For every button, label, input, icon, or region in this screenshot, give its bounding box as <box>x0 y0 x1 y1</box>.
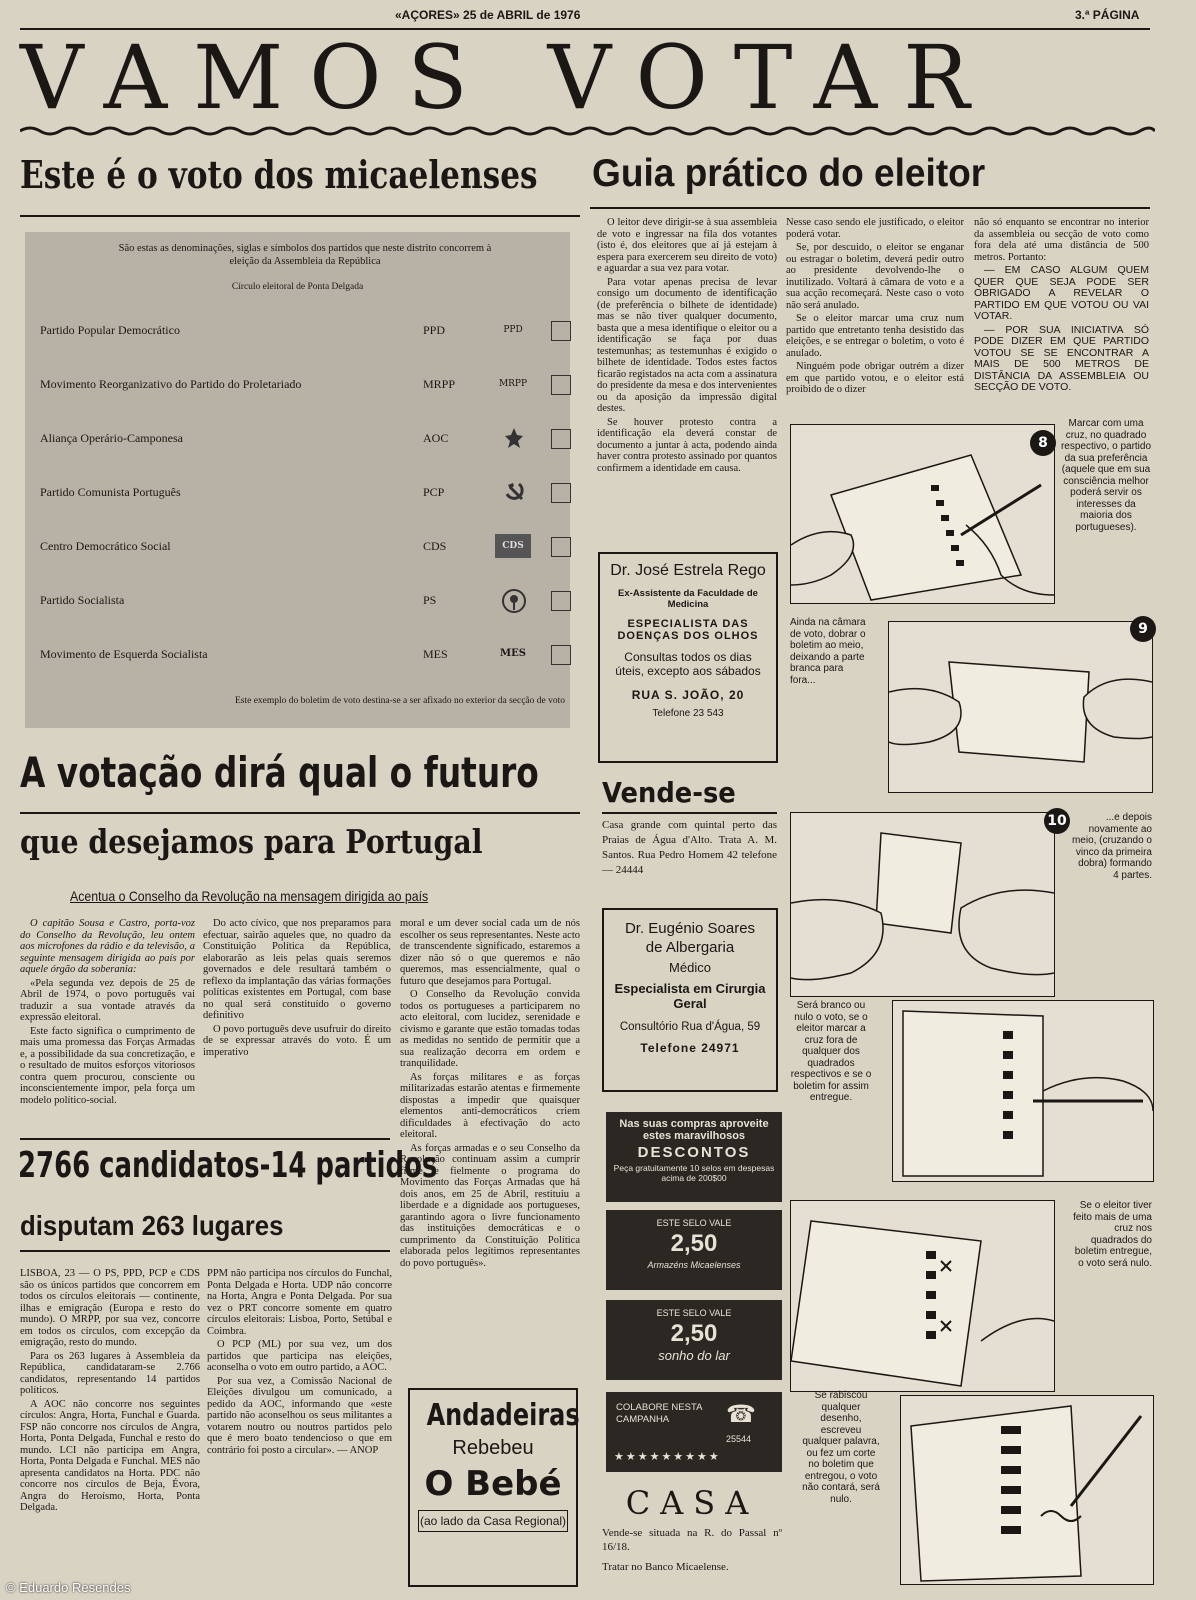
party-row <box>25 318 570 344</box>
paragraph: O povo português deve usufruir do direito de se expressar através do voto. É um imperativo <box>203 1023 391 1058</box>
paragraph: não só enquanto se encontrar no interior da assembleia ou secção de voto como fora dela até uma distância de 500 metros. Portanto: <box>974 217 1149 263</box>
candidatos-col2 <box>207 1268 392 1593</box>
step-8-caption: Marcar com uma cruz, no quadrado respectivo, o partido da sua preferência (aquele que em sua consciência melhor poderá servir os interesses da maioria dos portugueses). <box>1060 418 1152 533</box>
eugenio-phone: Telefone 24971 <box>640 1041 740 1055</box>
guia-headline: Guia prático do eleitor <box>592 152 986 195</box>
party-vote-box <box>551 429 571 449</box>
party-name: Aliança Operário-Camponesa <box>40 431 183 445</box>
party-abbr: PCP <box>423 485 445 499</box>
paragraph: LISBOA, 23 — O PS, PPD, PCP e CDS são os únicos partidos que concorrem em todos os círculos eleitorais — continente, ilhas e emigração (Europa e resto do mundo). O MRPP, por sua vez, concorre em todos os círculos, com excepção da emigração, resto do mundo. <box>20 1268 200 1348</box>
paragraph: Nesse caso sendo ele justificado, o eleitor poderá votar. <box>786 217 964 240</box>
guia-rule <box>590 207 1150 209</box>
double-marked-ballot-icon <box>791 1201 1054 1391</box>
party-vote-box <box>551 321 571 341</box>
estrela-address: RUA S. JOÃO, 20 <box>631 688 745 702</box>
andadeiras-line2: Rebebeu <box>452 1437 534 1459</box>
void-mark-illustration <box>892 1000 1154 1182</box>
party-abbr: MRPP <box>423 377 456 391</box>
party-vote-box <box>551 375 571 395</box>
candidatos-rule <box>20 1250 390 1252</box>
vende-text: Casa grande com quintal perto das Praias de Água d'Alto. Trata A. M. Santos. Rua Pedro Homem 42 telefone — 24444 <box>602 819 777 876</box>
votacao-subheadline: que desejamos para Portugal <box>20 822 483 861</box>
estrela-specialty: ESPECIALISTA DAS DOENÇAS DOS OLHOS <box>617 618 759 642</box>
party-name: Centro Democrático Social <box>40 539 171 553</box>
void-mark-caption: Será branco ou nulo o voto, se o eleitor marcar a cruz fora de qualquer dos quadrados respectivos e se o boletim for assim entregue. <box>790 1000 872 1103</box>
party-name: Movimento de Esquerda Socialista <box>40 647 208 661</box>
phone-icon: ☎ <box>726 1401 756 1428</box>
paragraph: O PCP (ML) por sua vez, um dos partidos que participa nas eleições, aconselha o voto em outro partido, a AOC. <box>207 1339 392 1373</box>
vende-rule <box>602 812 777 814</box>
descontos-line1: Nas suas compras aproveite estes maravilhosos <box>619 1118 769 1142</box>
dateline: «AÇORES» 25 de ABRIL de 1976 <box>395 8 581 22</box>
pcp-hammer-sickle-icon <box>503 480 527 504</box>
candidatos-subheadline: disputam 263 lugares <box>20 1210 284 1241</box>
candidatos-headline: 2766 candidatos-14 partidos <box>18 1145 438 1186</box>
paragraph: Para os 263 lugares à Assembleia da República, candidataram-se 2.766 candidatos, representando 14 partidos políticos. <box>20 1350 200 1396</box>
paragraph: O capitão Sousa e Castro, porta-voz do Conselho da Revolução, leu ontem aos microfones da rádio e da televisão, a seguinte mensagem dirigida ao país por aquele órgão da soberania: <box>20 918 195 975</box>
paragraph: Do acto cívico, que nos preparamos para efectuar, sairão aqueles que, no quadro da Constituição Política da República, elaborarão as leis pelas quais seremos governados e dele resultará também o reflexo da implantação das várias formações políticas existentes em Portugal, com base no qual será constituído o governo definitivo <box>203 918 391 1021</box>
ballot-headline: Este é o voto dos micaelenses <box>20 152 538 197</box>
paragraph: O leitor deve dirigir-se à sua assembleia de voto e ingressar na fila dos votantes (isto é, dos eleitores que aí já estejam à espera para exercerem seu direito de voto) e aguardar a sua vez para votar. <box>597 217 777 274</box>
eugenio-specialty: Especialista em Cirurgia Geral <box>614 981 766 1011</box>
step-10-badge: 10 <box>1044 808 1070 834</box>
party-row <box>25 534 570 560</box>
descontos-ad <box>606 1112 782 1202</box>
scribbled-ballot-icon <box>901 1396 1153 1584</box>
campanha-ad <box>606 1392 782 1472</box>
guia-col1 <box>597 217 777 547</box>
paragraph: As forças armadas e o seu Conselho da Revolução continuam assim a cumprir firme e fielmente o programa do Movimento das Forças Armadas que há dois anos, em 25 de Abril, restituiu a liberdade e a dignidade aos portugueses, garantindo agora o livre funcionamento das instituições democráticas e o cumprimento da Constituição Política elaborada pelos legítimos representantes do povo português». <box>400 1142 580 1269</box>
party-row <box>25 480 570 506</box>
step-9-illustration <box>888 621 1153 793</box>
party-name: Movimento Reorganizativo do Partido do Proletariado <box>40 377 302 391</box>
step-9-caption: Ainda na câmara de voto, dobrar o boletim ao meio, deixando a parte branca para fora... <box>790 617 866 686</box>
party-vote-box <box>551 645 571 665</box>
selo1-value: 2,50 <box>670 1230 718 1257</box>
campanha-text: COLABORE NESTA CAMPANHA <box>616 1402 702 1425</box>
casa-title: CASA <box>625 1484 759 1522</box>
estrela-credential: Ex-Assistente da Faculdade de Medicina <box>618 588 758 610</box>
ballot-intro: São estas as denominações, siglas e símbolos dos partidos que neste distrito concorrem à eleição da Assembleia da República <box>118 243 492 267</box>
paragraph: Se, por descuido, o eleitor se enganar ou estragar o boletim, deverá pedir outro ao presidente devolvendo-lhe o inutilizado. Voltará à câmara de voto e a sua acção recomeçará. Neste caso o voto não será anulado. <box>786 242 964 311</box>
party-row <box>25 426 570 452</box>
selo-armazens-ad <box>606 1210 782 1290</box>
eugenio-ad <box>602 908 778 1092</box>
step-8-illustration <box>790 424 1055 604</box>
campanha-stars: ★★★★★★★★★ <box>614 1451 721 1463</box>
selo-sonho-ad <box>606 1300 782 1380</box>
selo2-value: 2,50 <box>670 1320 718 1347</box>
scribble-caption: Se rabiscou qualquer desenho, escreveu qualquer palavra, ou fez um corte no boletim que entregou, o voto não contará, será nulo. <box>802 1390 880 1505</box>
paragraph: «Pela segunda vez depois de 25 de Abril de 1974, o povo português vai traduzir a sua vontade através da expressão eleitoral. <box>20 977 195 1023</box>
mes-symbol-icon: MES <box>500 648 526 659</box>
party-abbr: CDS <box>423 539 447 553</box>
step-10-caption: ...e depois novamente ao meio, (cruzando o vinco da primeira dobra) formando 4 partes. <box>1071 812 1152 881</box>
estrela-name: Dr. José Estrela Rego <box>610 562 766 579</box>
page-number: 3.ª PÁGINA <box>1075 8 1140 22</box>
double-mark-illustration <box>790 1200 1055 1392</box>
party-abbr: PPD <box>423 323 446 337</box>
ballot-circle: Círculo eleitoral de Ponta Delgada <box>231 282 364 292</box>
votacao-col3 <box>400 918 580 1368</box>
paragraph: As forças militares e as forças militarizadas estarão atentas e firmemente dispostas a impedir que quaisquer elementos anti-democráticos criem dificuldades à efectivação do acto eleitoral. <box>400 1071 580 1140</box>
eugenio-name2: de Albergaria <box>645 939 735 956</box>
votacao-col2 <box>203 918 391 1126</box>
votacao-kicker: Acentua o Conselho da Revolução na mensagem dirigida ao país <box>70 888 429 904</box>
party-row <box>25 372 570 398</box>
photo-credit: © Eduardo Resendes <box>6 1580 131 1595</box>
candidatos-col1 <box>20 1268 200 1593</box>
folding-ballot-icon <box>889 622 1152 792</box>
paragraph: PPM não participa nos círculos do Funchal, Ponta Delgada e Horta. UDP não concorre na Horta, Angra e Ponta Delgada. Por sua vez o PRT concorre somente em quatro círculos eleitorais: Lisboa, Porto, Setúbal e Coimbra. <box>207 1268 392 1337</box>
descontos-line3: Peça gratuitamente 10 selos em despesas acima de 200$00 <box>613 1163 775 1183</box>
party-abbr: PS <box>423 593 437 607</box>
party-name: Partido Popular Democrático <box>40 323 180 337</box>
paragraph: Se houver protesto contra a identificação ela deverá constar de documento a juntar à acta, podendo ainda haver contra protesto assinado por quantos confirmem a identidade em causa. <box>597 416 777 474</box>
estrela-rego-ad <box>598 552 778 763</box>
scribble-illustration <box>900 1395 1154 1585</box>
selo1-line1: ESTE SELO VALE <box>656 1218 732 1228</box>
party-name: Partido Comunista Português <box>40 485 181 499</box>
masthead-wave-rule <box>20 124 1155 138</box>
party-vote-box <box>551 537 571 557</box>
party-vote-box <box>551 483 571 503</box>
marking-ballot-icon <box>791 425 1054 603</box>
guia-col2 <box>786 217 964 417</box>
eugenio-name1: Dr. Eugénio Soares <box>624 920 756 937</box>
paragraph: Ninguém pode obrigar outrém a dizer em que partido votou, e o eleitor está proibido de o dizer <box>786 361 964 395</box>
paragraph: — POR SUA INICIATIVA SÓ PODE DIZER EM QUE PARTIDO VOTOU SE SE ENCONTRAR A MAIS DE 500 METROS DE DISTÂNCIA DA ASSEMBLEIA OU SECÇÃO DE VOTO. <box>974 323 1149 393</box>
ps-fist-rose-icon <box>501 588 527 614</box>
ppd-symbol-icon: PPD <box>503 325 523 335</box>
step-10-illustration <box>790 812 1055 997</box>
selo1-store: Armazéns Micaelenses <box>647 1260 741 1270</box>
selo2-line1: ESTE SELO VALE <box>656 1308 732 1318</box>
estrela-hours: Consultas todos os dias úteis, excepto aos sábados <box>615 650 761 678</box>
party-row <box>25 642 570 668</box>
campanha-phone: 25544 <box>726 1434 752 1444</box>
casa-text-2: Tratar no Banco Micaelense. <box>602 1561 729 1573</box>
descontos-title: DESCONTOS <box>637 1144 751 1161</box>
andadeiras-title: Andadeiras <box>426 1398 580 1433</box>
paragraph: Este facto significa o cumprimento de mais uma promessa das Forças Armadas e, a possibilidade da sua concretização, e o resultado de muitos esforços vitoriosos contra quem procurou, consciente ou inconscientemente impor, pela força um modelo político-social. <box>20 1025 195 1106</box>
selo2-store: sonho do lar <box>658 1348 730 1363</box>
folding-ballot-again-icon <box>791 813 1054 996</box>
mrpp-symbol-icon: MRPP <box>498 379 528 389</box>
party-abbr: AOC <box>423 431 449 445</box>
party-abbr: MES <box>423 647 448 661</box>
vende-title: Vende-se <box>602 776 736 809</box>
eugenio-address: Consultório Rua d'Água, 59 <box>619 1021 761 1033</box>
paragraph: Por sua vez, a Comissão Nacional de Eleições divulgou um comunicado, a pedido da AOC, informando que «este partido não aconselhou os seus militantes a votarem noutro ou noutros partidos pelo que é mero boato tendencioso o que em contrário foi posto a circular». — ANOP <box>207 1375 392 1456</box>
marked-outside-ballot-icon <box>893 1001 1153 1181</box>
party-vote-box <box>551 591 571 611</box>
paragraph: Se o eleitor marcar uma cruz num partido que entretanto tenha desistido das eleições, e se entregar o boletim, o voto é anulado. <box>786 313 964 359</box>
guia-col3 <box>974 217 1149 417</box>
votacao-headline: A votação dirá qual o futuro <box>20 748 539 797</box>
paragraph: moral e um dever social cada um de nós escolher os seus representantes. Neste acto de transcendente significado, estaremos a dizer não só o que queremos e não queremos, mas essencialmente, qual o futuro que desejamos para Portugal. <box>400 918 580 987</box>
ballot-headline-rule <box>20 215 580 217</box>
paragraph: O Conselho da Revolução convida todos os portugueses a participarem no acto eleitoral, com lucidez, serenidade e civismo e garante que estão tomadas todas as medidas no sentido de permitir que a sua realização decorra em ordem e tranquilidade. <box>400 989 580 1069</box>
paragraph: — EM CASO ALGUM QUEM QUER QUE SEJA PODE SER OBRIGADO A REVELAR O PARTIDO EM QUE VOTOU OU VAI VOTAR. <box>974 264 1149 322</box>
paragraph: Para votar apenas precisa de levar consigo um documento de identificação (de preferência o bilhete de identidade) mas se não tiver qualquer documento, basta que a mesa identifique o eleitor ou a identificação se faça por duas testemunhas; as testemunhas é exigido o bilhete de identidade. Todos estes factos ficarão registados na acta com a assinatura do presidente da mesa e dos intervenientes ou da aposição da impressão digital destes. <box>597 276 777 414</box>
aoc-symbol-icon <box>503 426 525 450</box>
masthead: VAMOS VOTAR <box>20 26 996 129</box>
ballot-footnote: Este exemplo do boletim de voto destina-se a ser afixado no exterior da secção de voto <box>234 696 565 706</box>
ballot-sample <box>25 232 570 728</box>
votacao-rule <box>20 812 580 814</box>
estrela-phone: Telefone 23 543 <box>652 708 724 719</box>
votacao-col1 <box>20 918 195 1110</box>
paragraph: A AOC não concorre nos seguintes círculos: Angra, Horta, Funchal e Guarda. FSP não concorre nos círculos de Angra, Horta, Ponta Delgada, Funchal e resto do mundo. LCI não participa em Angra, Horta, Ponta Delgada e Funchal. MES não apresenta candidatos na Horta. PDC não concorre nos círculos de Beja, Évora, Angra do Heroísmo, Horta, Ponta Delgada. <box>20 1398 200 1513</box>
double-mark-caption: Se o eleitor tiver feito mais de uma cruz nos quadrados do boletim entregue, o voto será nulo. <box>1073 1200 1152 1269</box>
cds-symbol-icon: CDS <box>495 534 531 558</box>
party-name: Partido Socialista <box>40 593 125 607</box>
andadeiras-ad <box>408 1388 578 1587</box>
casa-text-1: Vende-se situada na R. do Passal nº 16/18. <box>602 1527 782 1553</box>
step-9-badge: 9 <box>1130 616 1156 642</box>
andadeiras-address: (ao lado da Casa Regional) <box>418 1510 568 1532</box>
step-8-badge: 8 <box>1030 430 1056 456</box>
eugenio-role: Médico <box>669 960 711 975</box>
party-row <box>25 588 570 614</box>
andadeiras-line3: O Bebé <box>424 1464 562 1504</box>
